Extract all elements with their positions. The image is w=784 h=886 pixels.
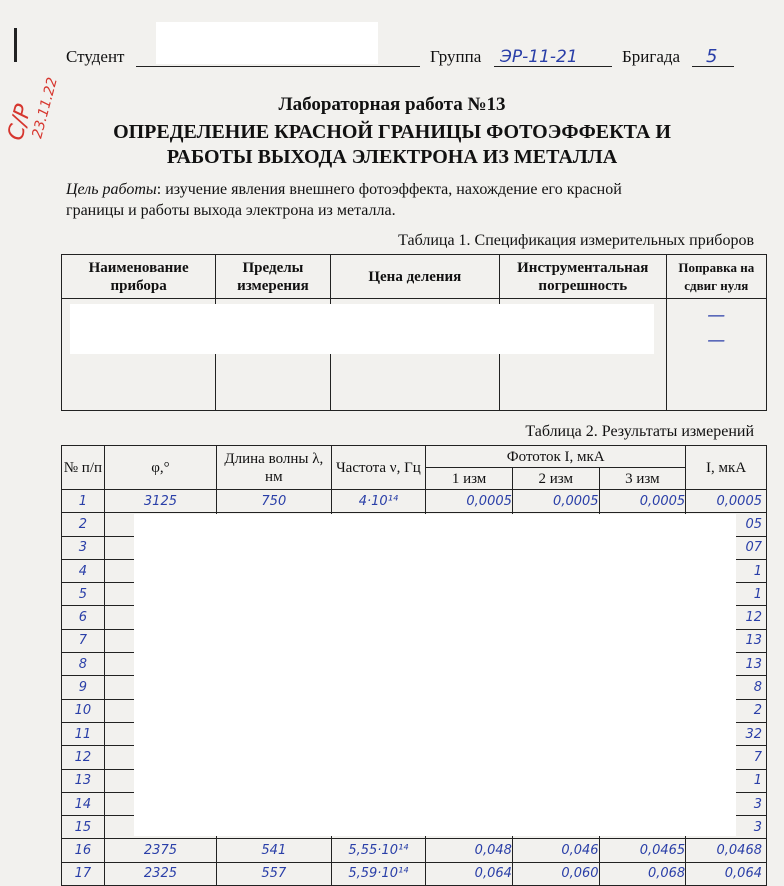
t2-cell-m3: 0,068 bbox=[599, 862, 686, 885]
t2-cell-n: 13 bbox=[62, 769, 105, 792]
t2-cell-n: 2 bbox=[62, 513, 105, 536]
t2-cell-i-mean: 3 bbox=[686, 816, 767, 839]
t2-cell-m1: 0,0005 bbox=[426, 490, 513, 513]
topic-line-2: РАБОТЫ ВЫХОДА ЭЛЕКТРОНА ИЗ МЕТАЛЛА bbox=[166, 146, 618, 168]
t2-cell-n: 17 bbox=[62, 862, 105, 885]
t2-cell-n: 1 bbox=[62, 490, 105, 513]
t1-header-limits: Пределы измерения bbox=[216, 255, 330, 299]
t2-header-nu: Частота ν, Гц bbox=[331, 446, 426, 490]
group-label: Группа bbox=[430, 47, 482, 66]
goal-text-1: : изучение явления внешнего фотоэффекта, нахождение его красной bbox=[156, 181, 622, 198]
t2-cell-n: 16 bbox=[62, 839, 105, 862]
t2-cell-i-mean: 7 bbox=[686, 746, 767, 769]
t2-header-m1: 1 изм bbox=[426, 468, 513, 490]
t2-cell-nu: 5,55·10¹⁴ bbox=[331, 839, 426, 862]
t2-cell-i-mean: 13 bbox=[686, 629, 767, 652]
t2-cell-n: 6 bbox=[62, 606, 105, 629]
student-underline bbox=[136, 66, 420, 67]
t2-header-m2: 2 изм bbox=[512, 468, 599, 490]
t2-cell-i-mean: 1 bbox=[686, 769, 767, 792]
t2-cell-phi: 2325 bbox=[104, 862, 216, 885]
t2-cell-m1: 0,048 bbox=[426, 839, 513, 862]
t2-cell-lambda: 750 bbox=[217, 490, 331, 513]
lab-title: Лабораторная работа №13 bbox=[278, 94, 506, 115]
goal-line-1 bbox=[66, 179, 622, 200]
t2-cell-i-mean: 3 bbox=[686, 792, 767, 815]
t2-cell-i-mean: 32 bbox=[686, 722, 767, 745]
table2-redaction bbox=[134, 514, 736, 836]
t2-header-photocurrent: Фототок I, мкА bbox=[426, 446, 686, 468]
t2-cell-m3: 0,0005 bbox=[599, 490, 686, 513]
t2-cell-n: 7 bbox=[62, 629, 105, 652]
brigade-value: 5 bbox=[706, 46, 718, 67]
t1-header-division: Цена деления bbox=[330, 255, 499, 299]
t2-cell-i-mean: 0,064 bbox=[686, 862, 767, 885]
student-name-redaction bbox=[156, 22, 378, 64]
t2-cell-i-mean: 13 bbox=[686, 653, 767, 676]
table-row bbox=[62, 490, 767, 513]
t1-header-error: Инструментальная погрешность bbox=[500, 255, 667, 299]
t1-header-device: Наименование прибора bbox=[62, 255, 216, 299]
t2-cell-phi: 2375 bbox=[104, 839, 216, 862]
t1-header-zero-shift: Поправка на сдвиг нуля bbox=[666, 255, 766, 299]
table-row bbox=[62, 839, 767, 862]
t2-cell-i-mean: 0,0005 bbox=[686, 490, 767, 513]
goal-line-2: границы и работы выхода электрона из металла. bbox=[66, 202, 396, 219]
t1-cell-zero-shift bbox=[666, 299, 766, 411]
t2-cell-i-mean: 1 bbox=[686, 583, 767, 606]
t2-header-lambda: Длина волны λ, нм bbox=[217, 446, 331, 490]
t2-cell-n: 9 bbox=[62, 676, 105, 699]
t2-header-m3: 3 изм bbox=[599, 468, 686, 490]
t2-cell-i-mean: 1 bbox=[686, 559, 767, 582]
t2-cell-n: 4 bbox=[62, 559, 105, 582]
table-row bbox=[62, 862, 767, 885]
t2-cell-m2: 0,060 bbox=[512, 862, 599, 885]
t2-cell-nu: 4·10¹⁴ bbox=[331, 490, 426, 513]
t2-cell-nu: 5,59·10¹⁴ bbox=[331, 862, 426, 885]
t2-cell-i-mean: 12 bbox=[686, 606, 767, 629]
table2-caption: Таблица 2. Результаты измерений bbox=[525, 423, 754, 440]
t2-cell-i-mean: 0,0468 bbox=[686, 839, 767, 862]
zero-shift-value: — bbox=[707, 330, 726, 351]
t2-cell-m2: 0,046 bbox=[512, 839, 599, 862]
t2-header-n: № п/п bbox=[62, 446, 105, 490]
t2-cell-n: 10 bbox=[62, 699, 105, 722]
t2-cell-n: 8 bbox=[62, 653, 105, 676]
table1-redaction bbox=[70, 304, 654, 354]
group-value: ЭР-11-21 bbox=[500, 47, 578, 67]
t2-cell-n: 14 bbox=[62, 792, 105, 815]
t2-cell-lambda: 541 bbox=[217, 839, 331, 862]
t2-cell-n: 12 bbox=[62, 746, 105, 769]
goal-label: Цель работы bbox=[66, 181, 157, 198]
t2-cell-lambda: 557 bbox=[217, 862, 331, 885]
t2-header-i-mean: I, мкА bbox=[686, 446, 767, 490]
t2-header-phi: φ,° bbox=[104, 446, 216, 490]
t2-cell-n: 11 bbox=[62, 722, 105, 745]
t2-cell-i-mean: 05 bbox=[686, 513, 767, 536]
t2-cell-n: 15 bbox=[62, 816, 105, 839]
t2-cell-n: 3 bbox=[62, 536, 105, 559]
stamp-date: 23.11.22 bbox=[29, 75, 61, 141]
t2-cell-i-mean: 8 bbox=[686, 676, 767, 699]
t2-cell-i-mean: 2 bbox=[686, 699, 767, 722]
topic-line-1: ОПРЕДЕЛЕНИЕ КРАСНОЙ ГРАНИЦЫ ФОТОЭФФЕКТА И bbox=[113, 121, 671, 143]
t2-cell-i-mean: 07 bbox=[686, 536, 767, 559]
t2-cell-m3: 0,0465 bbox=[599, 839, 686, 862]
brigade-label: Бригада bbox=[622, 47, 681, 66]
stamp-text: С/Р bbox=[3, 101, 37, 144]
t2-cell-n: 5 bbox=[62, 583, 105, 606]
t2-cell-m1: 0,064 bbox=[426, 862, 513, 885]
student-label: Студент bbox=[66, 47, 125, 66]
zero-shift-value: — bbox=[707, 305, 726, 326]
t2-cell-phi: 3125 bbox=[104, 490, 216, 513]
t2-cell-m2: 0,0005 bbox=[512, 490, 599, 513]
table1-caption: Таблица 1. Спецификация измерительных приборов bbox=[398, 232, 754, 249]
